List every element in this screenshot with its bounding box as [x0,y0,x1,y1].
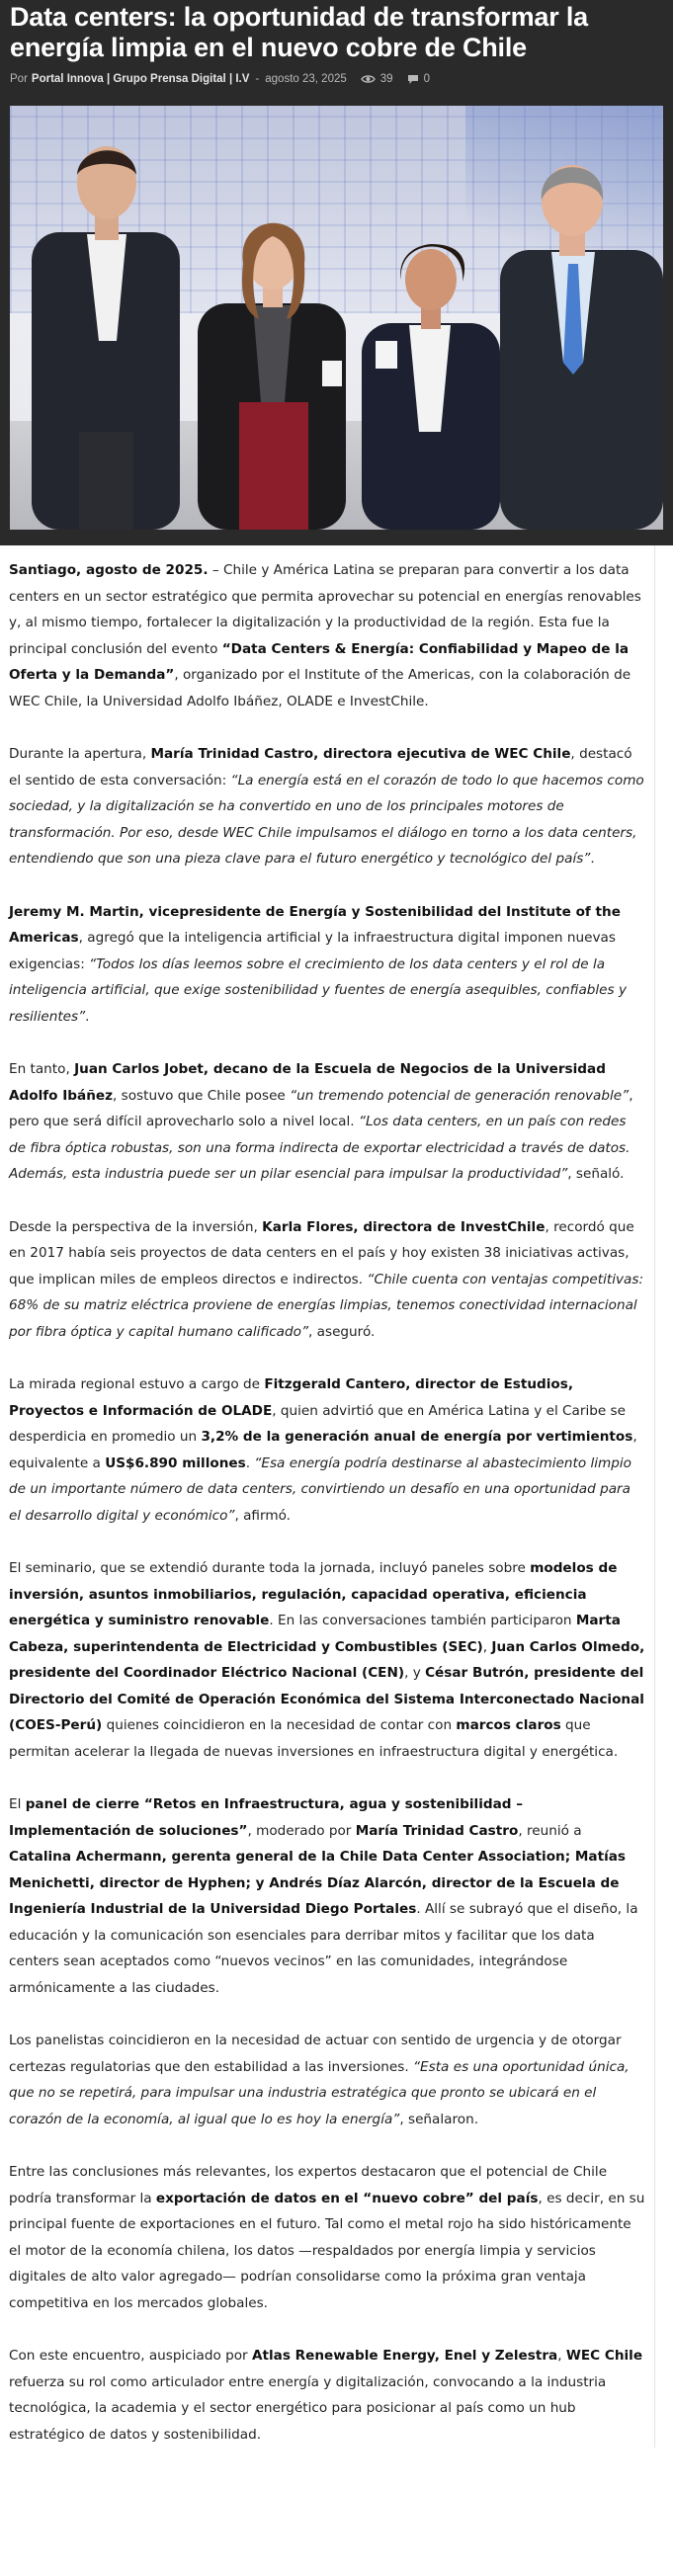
text-run: La mirada regional estuvo a cargo de [9,1376,265,1392]
views-count: 39 [379,73,393,85]
text-run: , equivalente a [9,1429,637,1471]
quote-text: “Todos los días leemos sobre el crecimiento de los data centers y el rol de la inteligencia artificial, que exige sostenibilidad y fuentes de energía asequibles, confiables y resilientes” [9,956,627,1025]
text-run: quienes coincidieron en la necesidad de contar con [102,1717,457,1733]
article-header [0,0,673,94]
text-run: , aseguró. [308,1323,376,1340]
hero-section [0,94,673,545]
featured-photo [10,106,663,530]
text-run: , es decir, en su principal fuente de exportaciones en el futuro. Tal como el metal rojo ha sido históricamente el motor de la economía chilena, los datos —respaldados por energía limpia y servicios digitales de alto valor agregado— podrían consolidarse como la próxima gran ventaja competitiva en los mercados globales. [9,2190,645,2311]
text-run: , señalaron. [399,2111,479,2127]
bold-text: Karla Flores, directora de InvestChile [262,1218,546,1235]
views-counter [361,73,393,85]
article-meta [10,73,663,85]
bold-text: Catalina Achermann, gerenta general de la Chile Data Center Association; Matías Menichetti, director de Hyphen; y Andrés Díaz Alarcón, director de la Escuela de Ingeniería Industrial de la Universidad Diego Portales [9,1849,627,1917]
text-run: , pero que será difícil aprovecharlo solo a nivel local. [9,1087,633,1129]
bold-text: Juan Carlos Olmedo, presidente del Coordinador Eléctrico Nacional (CEN) [9,1638,645,1681]
article-title: Data centers: la oportunidad de transformar la energía limpia en el nuevo cobre de Chile [10,2,588,62]
article-paragraph [9,1791,645,2001]
bold-text: modelos de inversión, asuntos inmobiliarios, regulación, capacidad operativa, eficiencia energética y suministro renovable [9,1560,618,1628]
person-2 [198,223,346,530]
text-run: , [557,2348,566,2364]
bold-text: Juan Carlos Jobet, decano de la Escuela de Negocios de la Universidad Adolfo Ibáñez [9,1061,606,1104]
text-run: , quien advirtió que en América Latina y el Caribe se desperdicia en promedio un [9,1402,627,1445]
text-run: Durante la apertura, [9,746,151,762]
bold-text: María Trinidad Castro, directora ejecutiva de WEC Chile [150,746,571,762]
meta-separator: - [255,73,260,85]
bold-text: 3,2% de la generación anual de energía por vertimientos [201,1429,633,1445]
bold-text: César Butrón, presidente del Directorio del Comité de Operación Económica del Sistema Interconectado Nacional (COES-Perú) [9,1665,644,1733]
article-paragraph [9,1214,645,1346]
text-run: , moderado por [247,1822,356,1839]
article-paragraph [9,1056,645,1188]
article-paragraph [9,2159,645,2316]
bold-text: Jeremy M. Martin, vicepresidente de Energía y Sostenibilidad del Institute of the Americas [9,903,621,946]
text-run: . En las conversaciones también participaron [269,1613,576,1628]
article-paragraph [9,741,645,873]
quote-text: “Esta es una oportunidad única, que no se repetirá, para impulsar una industria estratégica que pronto se ubicará en el corazón de la economía, al igual que lo es hoy la energía” [9,2058,630,2127]
text-run: . [85,1008,90,1025]
quote-text: “Chile cuenta con ventajas competitivas: 68% de su matriz eléctrica proviene de energías limpias, tenemos conectividad internacional por fibra óptica y capital humano calificado” [9,1271,644,1340]
text-run: Desde la perspectiva de la inversión, [9,1218,263,1235]
person-1 [32,146,180,530]
text-run: , reunió a [518,1822,582,1839]
bold-text: exportación de datos en el “nuevo cobre” del país [155,2190,539,2206]
comment-icon [407,74,419,85]
text-run: , [482,1638,492,1655]
text-run: , organizado por el Institute of the Americas, con la colaboración de WEC Chile, la Universidad Adolfo Ibáñez, OLADE e InvestChile. [9,667,631,709]
text-run: , y [404,1665,426,1681]
quote-text: “Esa energía podría destinarse al abastecimiento limpio de un importante número de data centers, convirtiendo un desafío en una oportunidad para el desarrollo digital y económico” [9,1454,631,1524]
article-paragraph [9,1555,645,1765]
bold-text: US$6.890 millones [105,1454,246,1471]
article-paragraph [9,2343,645,2448]
text-run: , señaló. [567,1166,625,1182]
text-run: refuerza su rol como articulador entre energía y digitalización, convocando a la industria tecnológica, la academia y el sector energético para posicionar al país como un hub estratégico de datos y sostenibilidad. [9,2373,607,2443]
bold-text: Marta Cabeza, superintendenta de Electricidad y Combustibles (SEC) [9,1613,621,1655]
article-body [0,545,655,2448]
text-run: Entre las conclusiones más relevantes, los expertos destacaron que el potencial de Chile podría transformar la [9,2164,608,2206]
text-run: El seminario, que se extendió durante toda la jornada, incluyó paneles sobre [9,1560,531,1576]
bold-text: WEC Chile [565,2348,643,2364]
text-run: . [245,1454,255,1471]
quote-text: “La energía está en el corazón de todo lo que hacemos como sociedad, y la digitalización se ha convertido en uno de los principales motores de transformación. Por eso, desde WEC Chile impulsamos el diálogo en torno a los data centers, entendiendo que son una pieza clave para el futuro energético y tecnológico del país” [9,772,644,867]
article-paragraph [9,1371,645,1529]
article-paragraph [9,2028,645,2132]
quote-text: “Los data centers, en un país con redes de fibra óptica robustas, son una forma indirecta de exportar electricidad a través de datos. Además, esta industria puede ser un pilar esencial para impulsar la productividad” [9,1114,631,1182]
person-4 [500,165,663,530]
article-paragraph [9,557,645,714]
text-run: . [590,851,595,867]
bold-text: Fitzgerald Cantero, director de Estudios, Proyectos e Información de OLADE [9,1376,573,1419]
text-run: Los panelistas coincidieron en la necesidad de actuar con sentido de urgencia y de otorgar certezas regulatorias que den estabilidad a las inversiones. [9,2033,622,2075]
publish-date: agosto 23, 2025 [265,73,347,85]
comments-count: 0 [423,73,430,85]
text-run: que permitan acelerar la llegada de nuevas inversiones en infraestructura digital y energética. [9,1717,619,1760]
comments-counter[interactable] [407,73,430,85]
bold-text: María Trinidad Castro [355,1822,519,1839]
article-paragraph [9,899,645,1031]
text-run: , agregó que la inteligencia artificial y la infraestructura digital imponen nuevas exigencias: [9,930,616,972]
text-run: – Chile y América Latina se preparan para convertir a los data centers en un sector estratégico que permita aprovechar su potencial en energías renovables y, al mismo tiempo, fortalecer la digitalización y la productividad de la región. Esta fue la principal conclusión del evento [9,562,641,657]
text-run: En tanto, [9,1061,75,1077]
photo-people-illustration [10,106,663,530]
bold-text: Santiago, agosto de 2025. [9,562,209,578]
text-run: Con este encuentro, auspiciado por [9,2348,252,2364]
author-link[interactable]: Portal Innova | Grupo Prensa Digital | I.V [31,73,250,85]
text-run: , afirmó. [234,1507,291,1524]
quote-text: “un tremendo potencial de generación renovable” [290,1087,630,1104]
text-run: El [9,1796,26,1812]
bold-text: panel de cierre “Retos en Infraestructura, agua y sostenibilidad – Implementación de soluciones” [9,1796,524,1839]
text-run: , sostuvo que Chile posee [113,1087,291,1104]
text-run: , destacó el sentido de esta conversación: [9,746,632,789]
eye-icon [361,74,376,84]
text-run: . Allí se subrayó que el diseño, la educación y la comunicación son esenciales para derribar mitos y facilitar que los data centers sean aceptados como “nuevos vecinos” en las comunidades, integrándose armónicamente a las ciudades. [9,1901,638,1996]
text-run: , recordó que en 2017 había seis proyectos de data centers en el país y hoy existen 38 iniciativas activas, que implican miles de empleos directos e indirectos. [9,1218,634,1288]
bold-text: “Data Centers & Energía: Confiabilidad y Mapeo de la Oferta y la Demanda” [9,640,630,683]
bold-text: marcos claros [456,1717,561,1733]
byline-label: Por [10,73,28,85]
person-3 [362,244,500,530]
bold-text: Atlas Renewable Energy, Enel y Zelestra [251,2348,558,2364]
